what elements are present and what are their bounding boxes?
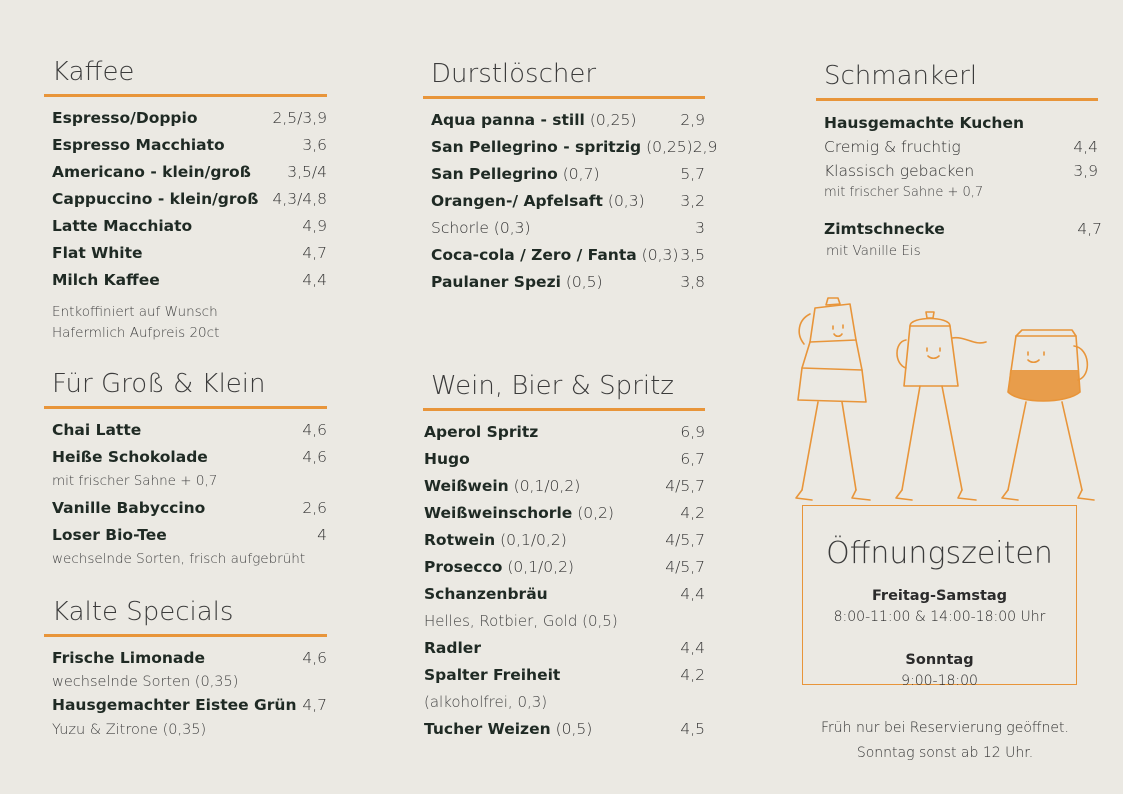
- item-price: 4,7: [302, 696, 327, 714]
- list-item: [431, 188, 705, 215]
- list-item: [424, 554, 705, 581]
- item-size: (0,7): [562, 165, 600, 183]
- list-item: [424, 473, 705, 500]
- item-name: Vanille Babyccino: [52, 499, 206, 517]
- hours-time-fri-sat: 8:00-11:00 & 14:00-18:00 Uhr: [833, 609, 1046, 625]
- list-item: [52, 213, 327, 240]
- item-name: San Pellegrino: [431, 165, 558, 183]
- item-name: Rotwein: [424, 531, 496, 549]
- item-subtext: mit frischer Sahne + 0,7: [824, 185, 984, 200]
- item-name: Weißwein: [424, 477, 509, 495]
- item-price: 5,7: [680, 165, 705, 183]
- item-price: 3,5/4: [287, 163, 327, 181]
- item-name: Chai Latte: [52, 421, 142, 439]
- kaffee-note-decaf: Entkoffiniert auf Wunsch: [52, 304, 218, 320]
- item-subtext: Helles, Rotbier, Gold (0,5): [424, 612, 618, 630]
- list-item: [52, 186, 327, 213]
- item-size: (0,3): [641, 246, 679, 264]
- list-item: [52, 495, 327, 522]
- walking-coffee-pots-illustration: [790, 290, 1095, 508]
- item-size: (0,1/0,2): [513, 477, 581, 495]
- list-item: [431, 215, 705, 242]
- item-price: 2,5/3,9: [272, 109, 327, 127]
- item-size: (0,5): [565, 273, 603, 291]
- item-price: 4,4: [1073, 138, 1098, 156]
- item-price: 3,5: [680, 246, 705, 264]
- item-price: 4,9: [302, 217, 327, 235]
- item-name: Flat White: [52, 244, 143, 262]
- item-price: 4/5,7: [665, 531, 705, 549]
- item-price: 4,7: [302, 244, 327, 262]
- kalte-heading: Kalte Specials: [44, 596, 327, 637]
- item-price: 2,6: [302, 499, 327, 517]
- item-price: 4,4: [302, 271, 327, 289]
- wein-heading: Wein, Bier & Spritz: [423, 370, 705, 411]
- item-price: 4,6: [302, 421, 327, 439]
- item-name: Spalter Freiheit: [424, 666, 561, 684]
- list-item: [52, 417, 327, 444]
- list-item: [424, 581, 705, 608]
- item-subtext: wechselnde Sorten (0,35): [52, 674, 239, 690]
- item-price: 3: [695, 219, 705, 237]
- item-name: Latte Macchiato: [52, 217, 193, 235]
- kaffee-note-oatmilk: Hafermlich Aufpreis 20ct: [52, 325, 220, 341]
- list-item: [431, 107, 705, 134]
- item-price: 4,3/4,8: [272, 190, 327, 208]
- list-item: [52, 105, 327, 132]
- item-price: 3,2: [680, 192, 705, 210]
- item-size: (0,25): [589, 111, 637, 129]
- item-name: Hausgemachter Eistee Grün: [52, 696, 297, 714]
- opening-hours-box: [802, 505, 1077, 689]
- item-name: Espresso Macchiato: [52, 136, 225, 154]
- item-price: 2,9: [680, 111, 705, 129]
- list-item: [431, 242, 705, 269]
- item-name: Espresso/Doppio: [52, 109, 198, 127]
- kaffee-heading: Kaffee: [44, 56, 327, 97]
- item-name: Cremig & fruchtig: [824, 138, 961, 156]
- item-subtext: (alkoholfrei, 0,3): [424, 693, 548, 711]
- item-price: 4,6: [302, 649, 327, 667]
- list-item: [52, 444, 327, 471]
- list-item: [431, 269, 705, 296]
- item-name: Orangen-/ Apfelsaft: [431, 192, 603, 210]
- item-name: Paulaner Spezi: [431, 273, 561, 291]
- item-name: Cappuccino - klein/groß: [52, 190, 259, 208]
- item-subtext: wechselnde Sorten, frisch aufgebrüht: [52, 551, 306, 567]
- item-price: 4,4: [680, 585, 705, 603]
- durst-heading: Durstlöscher: [423, 58, 705, 99]
- list-item: [52, 240, 327, 267]
- item-price: 2,9: [692, 138, 718, 156]
- item-size: (0,25): [646, 138, 693, 156]
- list-item: [824, 159, 1098, 183]
- hours-note-reservation: Früh nur bei Reservierung geöffnet.: [821, 720, 1069, 736]
- section-kaffee: [44, 56, 327, 344]
- item-price: 4,2: [680, 666, 705, 684]
- item-size: Schorle (0,3): [431, 219, 531, 237]
- section-wein: [423, 370, 705, 743]
- item-name: Weißweinschorle: [424, 504, 573, 522]
- list-item: [424, 500, 705, 527]
- item-name: Aperol Spritz: [424, 423, 539, 441]
- list-item: [824, 135, 1098, 159]
- item-price: 6,9: [680, 423, 705, 441]
- item-name: Prosecco: [424, 558, 503, 576]
- item-subtext: Yuzu & Zitrone (0,35): [52, 722, 207, 738]
- item-name: Coca-cola / Zero / Fanta: [431, 246, 637, 264]
- list-item: [52, 159, 327, 186]
- item-name: Frische Limonade: [52, 649, 206, 667]
- item-price: 4,2: [680, 504, 705, 522]
- item-name: Aqua panna - still: [431, 111, 585, 129]
- item-size: (0,1/0,2): [500, 531, 567, 549]
- item-subtext: mit Vanille Eis: [826, 243, 921, 259]
- hours-footnote: [795, 716, 1095, 766]
- item-name: Zimtschnecke: [824, 220, 945, 238]
- list-item: [424, 662, 705, 689]
- item-price: 4/5,7: [665, 558, 705, 576]
- item-name: Americano - klein/groß: [52, 163, 251, 181]
- section-schmankerl: [816, 60, 1102, 261]
- item-name: Hugo: [424, 450, 470, 468]
- item-price: 4,6: [302, 448, 327, 466]
- schmankerl-heading: Schmankerl: [816, 60, 1098, 101]
- list-item: [431, 134, 718, 161]
- item-name: Heiße Schokolade: [52, 448, 208, 466]
- item-price: 3,8: [680, 273, 705, 291]
- item-size: (0,1/0,2): [507, 558, 574, 576]
- item-size: (0,2): [577, 504, 614, 522]
- section-durstloescher: [423, 58, 718, 296]
- item-price: 3,9: [1073, 162, 1098, 180]
- item-price: 4,5: [680, 720, 705, 738]
- item-name: Schanzenbräu: [424, 585, 548, 603]
- list-item: [431, 161, 705, 188]
- list-item: [824, 111, 1098, 135]
- item-name: Radler: [424, 639, 481, 657]
- list-item: [52, 645, 327, 672]
- item-size: (0,5): [555, 720, 593, 738]
- kaffee-list: [44, 105, 327, 294]
- item-name: Milch Kaffee: [52, 271, 160, 289]
- hours-time-sunday: 9:00-18:00: [901, 673, 978, 689]
- item-price: 4,4: [680, 639, 705, 657]
- item-name: Klassisch gebacken: [824, 162, 975, 180]
- list-item: [52, 132, 327, 159]
- item-name: Tucher Weizen: [424, 720, 551, 738]
- hours-note-sunday: Sonntag sonst ab 12 Uhr.: [856, 745, 1034, 761]
- list-item: [52, 267, 327, 294]
- gross-klein-heading: Für Groß & Klein: [44, 368, 327, 409]
- list-item: [424, 419, 705, 446]
- list-item: [424, 716, 705, 743]
- list-item: [52, 692, 327, 719]
- list-item: [424, 527, 705, 554]
- hours-day-fri-sat: Freitag-Samstag: [871, 588, 1008, 604]
- item-size: (0,3): [607, 192, 645, 210]
- list-item: [824, 217, 1102, 241]
- section-kalte-specials: [44, 596, 327, 741]
- item-name: San Pellegrino - spritzig: [431, 138, 642, 156]
- kaffee-note: [44, 302, 327, 344]
- item-price: 6,7: [680, 450, 705, 468]
- item-name: Hausgemachte Kuchen: [824, 114, 1024, 132]
- item-price: 4/5,7: [665, 477, 705, 495]
- list-item: [424, 446, 705, 473]
- item-name: Loser Bio-Tee: [52, 526, 167, 544]
- list-item: [52, 522, 327, 549]
- item-price: 3,6: [302, 136, 327, 154]
- hours-day-sunday: Sonntag: [905, 652, 974, 668]
- section-gross-klein: [44, 368, 327, 569]
- wein-list: [424, 419, 705, 608]
- opening-hours-title: Öffnungszeiten: [826, 536, 1053, 571]
- list-item: [424, 635, 705, 662]
- item-subtext: mit frischer Sahne + 0,7: [52, 473, 218, 489]
- durst-list: [423, 107, 718, 296]
- item-price: 4,7: [1077, 220, 1102, 238]
- item-price: 4: [317, 526, 327, 544]
